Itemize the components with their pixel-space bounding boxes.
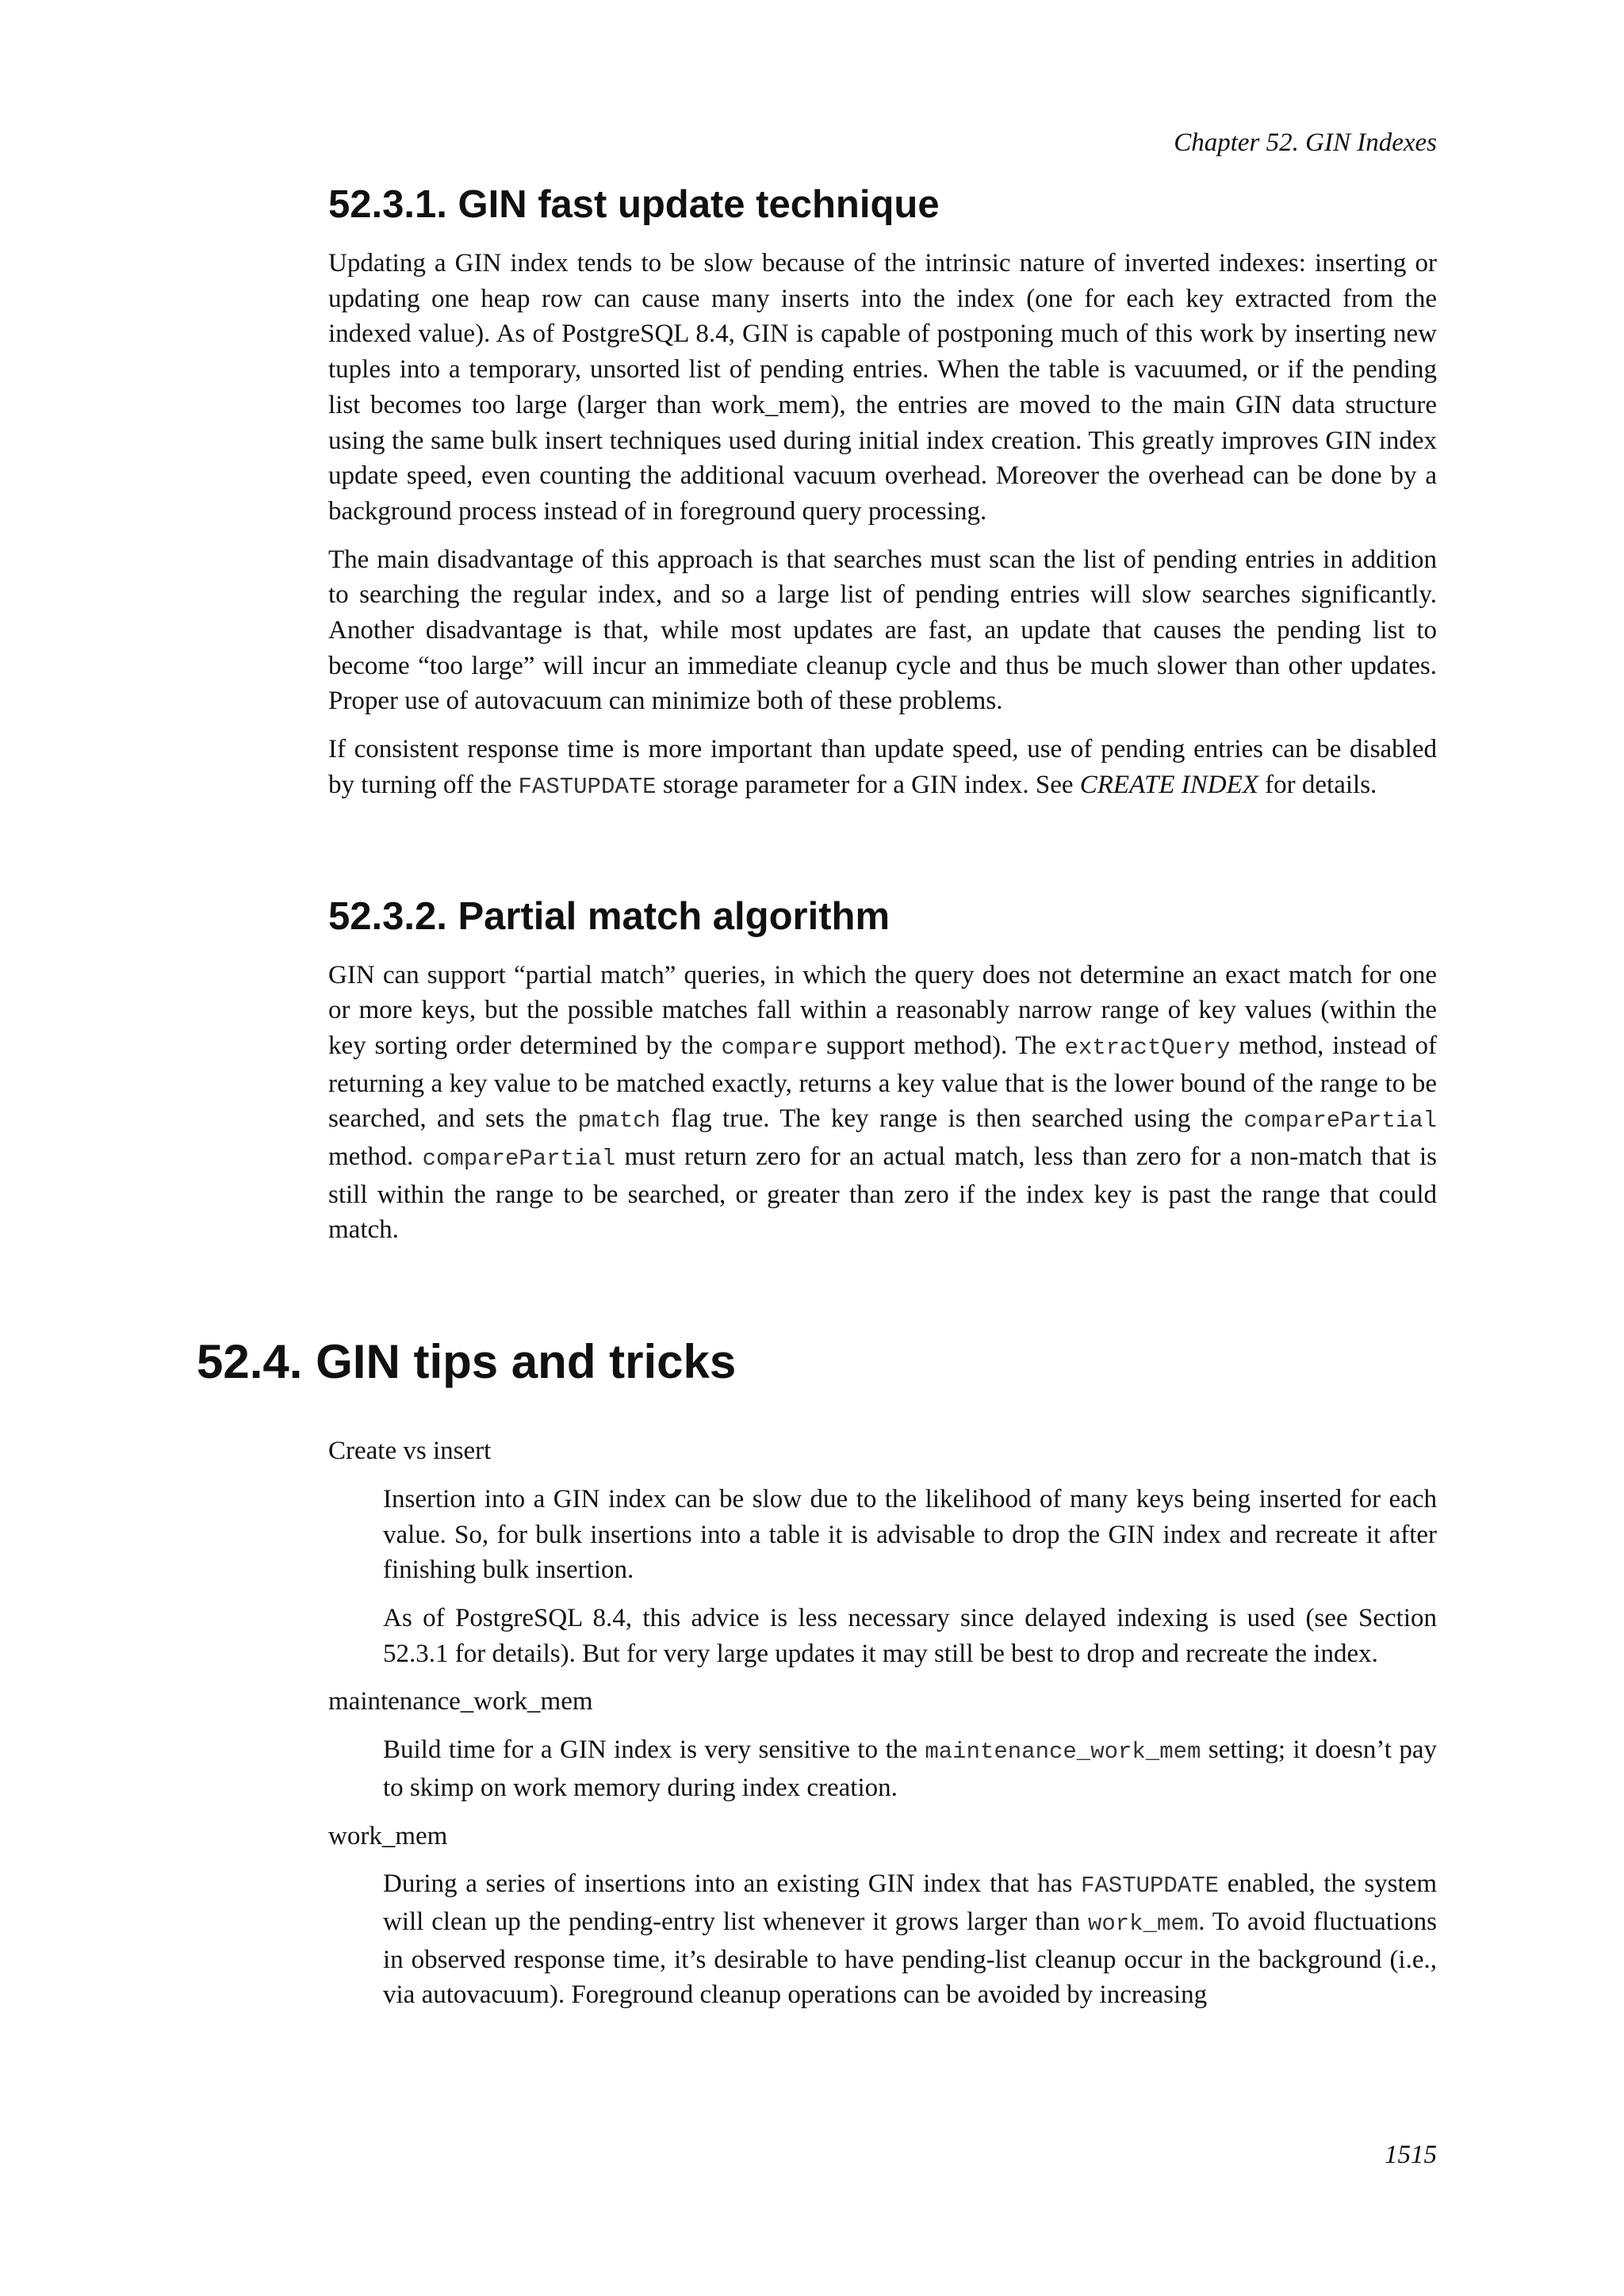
paragraph: As of PostgreSQL 8.4, this advice is less necessary since delayed indexing is used (see Section 52.3.1 for details). But for very large updates it may still be best to drop and recreate the index. — [383, 1603, 1437, 1668]
create-index-link[interactable]: CREATE INDEX — [1079, 770, 1258, 799]
text-run: storage parameter for a GIN index. See — [656, 770, 1080, 799]
code-fastupdate: FASTUPDATE — [518, 773, 657, 800]
text-run: enabled, the system will clean up the pending-entry list whenever it grows larger than — [383, 1869, 1437, 1936]
term-maintenance-work-mem: maintenance_work_mem — [328, 1687, 593, 1716]
paragraph: Updating a GIN index tends to be slow because of the intrinsic nature of inverted indexes: inserting or updating one heap row can cause many inserts into the index (one for each key extracted from the indexed value). As of PostgreSQL 8.4, GIN is capable of postponing much of this work by inserting new tuples into a temporary, unsorted list of pending entries. When the table is vacuumed, or if the pending list becomes too large (larger than work_mem), the entries are moved to the main GIN data structure using the same bulk insert techniques used during initial index creation. This greatly improves GIN index update speed, even counting the additional vacuum overhead. Moreover the overhead can be done by a background process instead of in foreground query processing. — [328, 249, 1437, 526]
paragraph — [383, 1866, 1437, 2013]
paragraph: The main disadvantage of this approach is that searches must scan the list of pending entries in addition to searching the regular index, and so a large list of pending entries will slow searches significantly. Another disadvantage is that, while most updates are fast, an update that causes the pending list to become “too large” will incur an immediate cleanup cycle and thus be much slower than other updates. Proper use of autovacuum can minimize both of these problems. — [328, 545, 1437, 716]
page-number: 1515 — [1385, 2141, 1437, 2169]
text-run: If consistent response time is more important than update speed, use of pending entries can be disabled by turning off the — [328, 735, 1437, 799]
text-run: setting; it doesn’t pay to skimp on work memory during index creation. — [383, 1735, 1437, 1802]
code-comparepartial: comparePartial — [422, 1146, 616, 1173]
definition — [383, 1866, 1437, 2013]
text-run: Build time for a GIN index is very sensitive to the — [383, 1735, 925, 1765]
running-head: Chapter 52. GIN Indexes — [1174, 128, 1437, 157]
text-run: method, instead of returning a key value to be matched exactly, returns a key value that is the lower bound of the range to be searched, and sets the — [328, 1031, 1437, 1134]
text-run: for details. — [1258, 770, 1377, 799]
code-extractquery: extractQuery — [1064, 1034, 1231, 1061]
code-pmatch: pmatch — [577, 1108, 661, 1135]
paragraph — [383, 1732, 1437, 1805]
text-run: During a series of insertions into an existing GIN index that has — [383, 1869, 1081, 1899]
text-run: flag true. The key range is then searched using the — [660, 1104, 1244, 1134]
text-run: must return zero for an actual match, less than zero for a non-match that is still within the range to be searched, or greater than zero if the index key is past the range that could match. — [328, 1142, 1437, 1245]
code-fastupdate: FASTUPDATE — [1081, 1873, 1220, 1900]
paragraph — [328, 732, 1437, 805]
code-comparepartial: comparePartial — [1243, 1108, 1437, 1135]
page-content — [197, 174, 1438, 2026]
code-compare: compare — [721, 1034, 818, 1061]
paragraph: Insertion into a GIN index can be slow due to the likelihood of many keys being inserted for each value. So, for bulk insertions into a table it is advisable to drop the GIN index and recreate it after finishing bulk insertion. — [383, 1484, 1437, 1585]
code-maintenance-work-mem: maintenance_work_mem — [925, 1739, 1201, 1766]
section-heading-52-3-1: 52.3.1. GIN fast update technique — [328, 183, 940, 226]
term-work-mem: work_mem — [328, 1821, 448, 1850]
paragraph — [328, 958, 1437, 1249]
text-run: method. — [328, 1142, 423, 1172]
definition — [383, 1732, 1437, 1805]
text-run: support method). The — [818, 1031, 1065, 1060]
text-run: GIN can support “partial match” queries, in which the query does not determine an exact match for one or more keys, but the possible matches fall within a reasonably narrow range of key values (within the key sorting order determined by the — [328, 960, 1437, 1060]
section-heading-52-3-2: 52.3.2. Partial match algorithm — [328, 894, 891, 938]
term-create-vs-insert: Create vs insert — [328, 1437, 492, 1466]
code-work-mem: work_mem — [1087, 1910, 1199, 1937]
tips-list — [328, 1433, 1437, 2013]
section-heading-52-4: 52.4. GIN tips and tricks — [197, 1335, 737, 1389]
definition — [383, 1482, 1437, 1672]
text-run: . To avoid fluctuations in observed response time, it’s desirable to have pending-list cleanup occur in the background (i.e., via autovacuum). Foreground cleanup operations can be avoided by increasing — [383, 1907, 1438, 2010]
